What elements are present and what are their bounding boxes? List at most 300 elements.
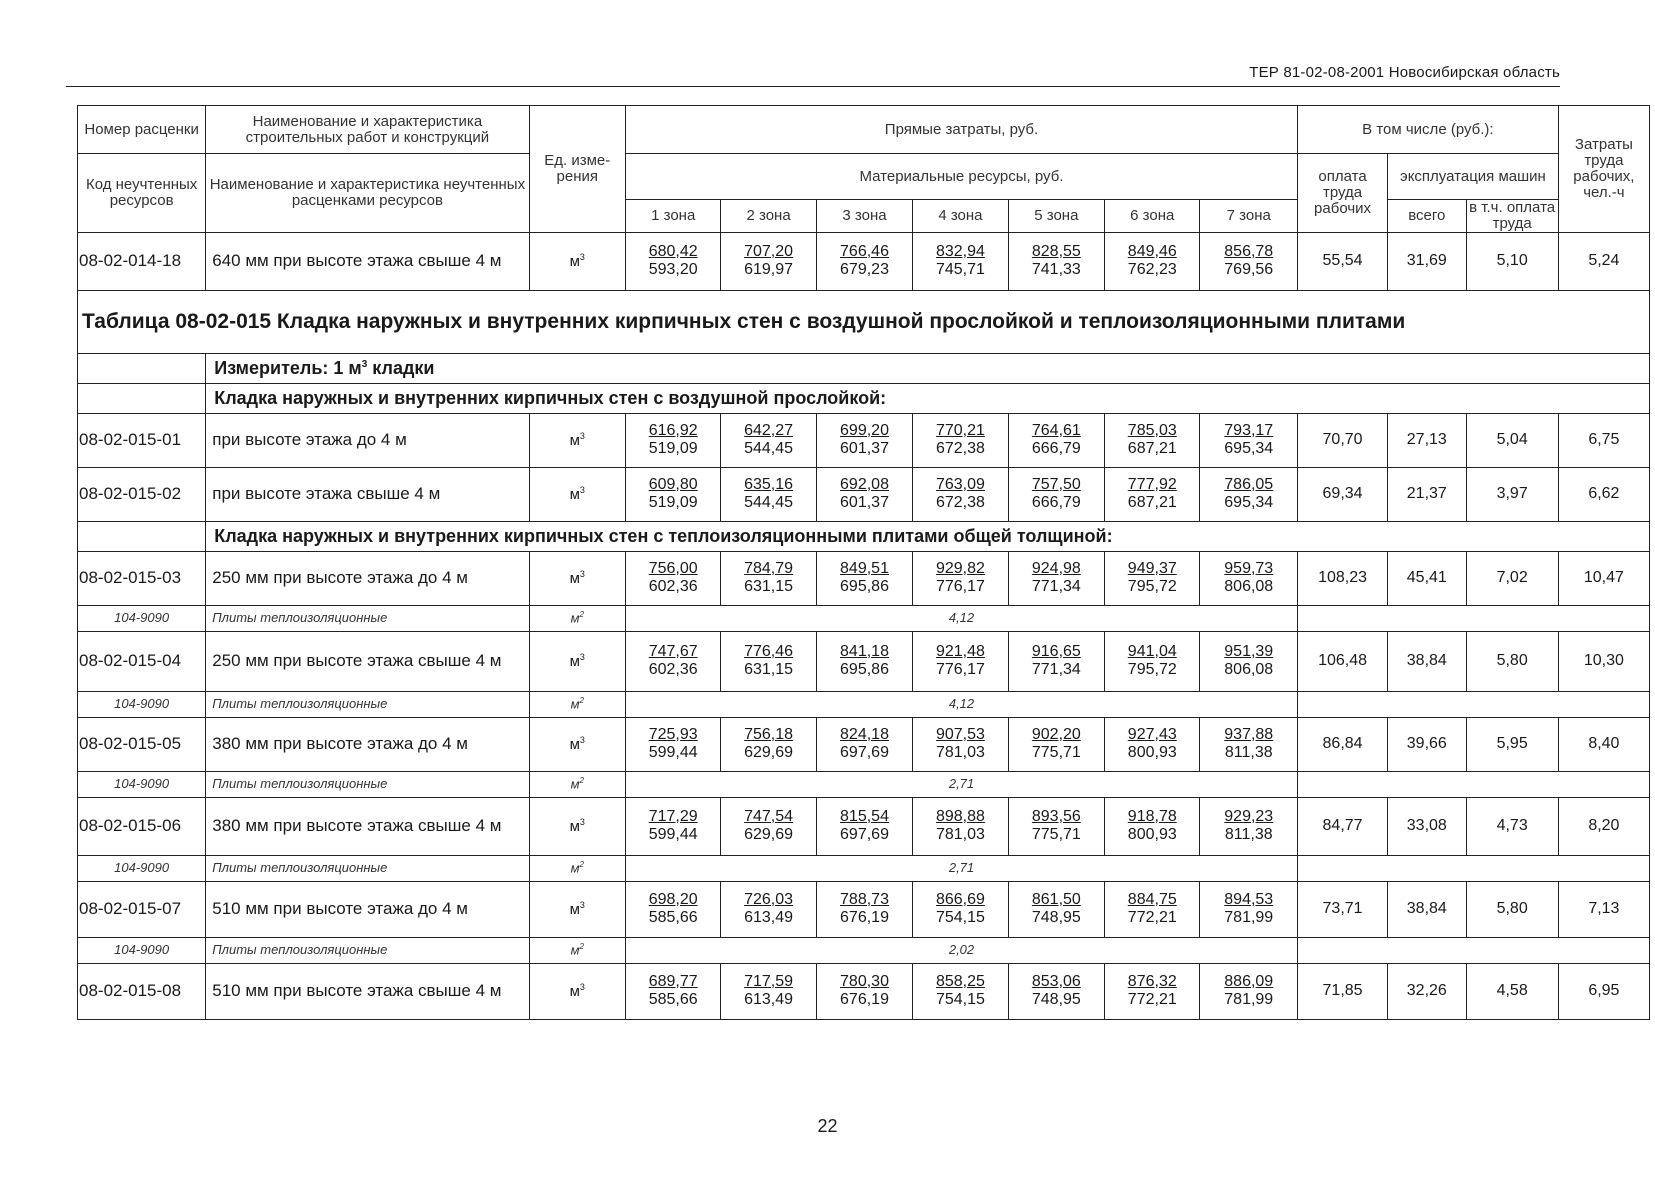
material-cost: 629,69	[744, 826, 794, 843]
col-header-zone: 1 зона	[626, 200, 721, 233]
direct-cost: 777,92	[1127, 475, 1177, 493]
zone-price	[1200, 797, 1298, 855]
resource-quantity: 2,71	[626, 855, 1298, 881]
resource-row	[78, 937, 1650, 963]
direct-cost: 642,27	[744, 421, 794, 439]
resource-row	[78, 605, 1650, 631]
zone-price	[1008, 881, 1104, 937]
direct-cost: 832,94	[935, 242, 985, 260]
direct-cost: 951,39	[1224, 642, 1274, 660]
rate-code: 08-02-014-18	[78, 232, 206, 290]
unit-exponent: 3	[579, 981, 585, 992]
zone-price	[721, 963, 816, 1019]
table-row	[78, 413, 1650, 467]
material-cost: 771,34	[1031, 661, 1081, 678]
zone-price	[721, 413, 816, 467]
resource-name: Плиты теплоизоляционные	[206, 855, 529, 881]
material-cost: 754,15	[935, 909, 985, 926]
zone-price	[913, 963, 1008, 1019]
zone-price	[816, 963, 912, 1019]
unit-exponent: 3	[579, 430, 585, 441]
empty-cell	[1298, 937, 1650, 963]
direct-cost: 726,03	[744, 890, 794, 908]
section-row	[78, 521, 1650, 551]
direct-cost: 941,04	[1127, 642, 1177, 660]
direct-cost: 780,30	[840, 972, 889, 990]
rate-code: 08-02-015-08	[78, 963, 206, 1019]
unit-exponent: 2	[579, 610, 584, 620]
labor-pay: 108,23	[1298, 551, 1388, 605]
material-cost: 585,66	[648, 991, 698, 1008]
unit-label: м	[569, 485, 580, 503]
zone-price	[1200, 551, 1298, 605]
unit-label: м	[569, 900, 580, 918]
empty-cell	[1298, 855, 1650, 881]
direct-cost: 815,54	[840, 807, 889, 825]
empty-cell	[78, 521, 206, 551]
direct-cost: 756,00	[648, 559, 698, 577]
zone-price	[1008, 797, 1104, 855]
unit-cell	[529, 963, 625, 1019]
unit-exponent: 2	[579, 696, 584, 706]
machines-labor: 3,97	[1466, 467, 1558, 521]
resource-row	[78, 855, 1650, 881]
material-cost: 629,69	[744, 744, 794, 761]
unit-exponent: 3	[579, 899, 585, 910]
material-cost: 775,71	[1031, 826, 1081, 843]
labor-hours: 10,30	[1558, 631, 1649, 691]
zone-price	[626, 963, 721, 1019]
zone-price	[626, 631, 721, 691]
direct-cost: 763,09	[935, 475, 985, 493]
labor-pay: 69,34	[1298, 467, 1388, 521]
zone-price	[1105, 467, 1200, 521]
page-number: 22	[817, 1116, 838, 1136]
resource-row	[78, 771, 1650, 797]
zone-price	[1008, 413, 1104, 467]
labor-hours: 6,75	[1558, 413, 1649, 467]
direct-cost: 907,53	[935, 725, 985, 743]
section-row	[78, 383, 1650, 413]
material-cost: 811,38	[1224, 744, 1273, 761]
zone-price	[626, 797, 721, 855]
direct-cost: 698,20	[648, 890, 698, 908]
material-cost: 599,44	[648, 826, 698, 843]
resource-quantity: 4,12	[626, 691, 1298, 717]
unit-label: м	[570, 860, 580, 876]
material-cost: 695,34	[1224, 494, 1274, 511]
zone-price	[1105, 551, 1200, 605]
material-cost: 631,15	[744, 578, 794, 595]
material-cost: 666,79	[1031, 440, 1081, 457]
zone-price	[816, 717, 912, 771]
material-cost: 762,23	[1127, 261, 1177, 278]
direct-cost: 959,73	[1224, 559, 1274, 577]
direct-cost: 692,08	[840, 475, 889, 493]
unit-label: м	[570, 696, 580, 712]
machines-total: 27,13	[1388, 413, 1466, 467]
direct-cost: 766,46	[840, 242, 889, 260]
direct-cost: 876,32	[1127, 972, 1177, 990]
direct-cost: 784,79	[744, 559, 794, 577]
material-cost: 544,45	[744, 494, 794, 511]
direct-cost: 824,18	[840, 725, 889, 743]
col-header-code: Номер расценки	[78, 106, 206, 154]
unit-cell	[529, 467, 625, 521]
material-cost: 772,21	[1127, 909, 1177, 926]
unit-cell	[529, 691, 625, 717]
zone-price	[1200, 717, 1298, 771]
table-row	[78, 631, 1650, 691]
empty-cell	[78, 383, 206, 413]
material-cost: 771,34	[1031, 578, 1081, 595]
material-cost: 679,23	[840, 261, 889, 278]
material-cost: 619,97	[744, 261, 794, 278]
col-header-zone: 2 зона	[721, 200, 816, 233]
table-row	[78, 717, 1650, 771]
material-cost: 781,99	[1224, 909, 1274, 926]
direct-cost: 770,21	[935, 421, 985, 439]
resource-code: 104-9090	[78, 605, 206, 631]
machines-labor: 5,04	[1466, 413, 1558, 467]
unit-cell	[529, 551, 625, 605]
resource-name: Плиты теплоизоляционные	[206, 691, 529, 717]
labor-hours: 10,47	[1558, 551, 1649, 605]
direct-cost: 929,23	[1224, 807, 1274, 825]
zone-price	[1105, 881, 1200, 937]
unit-cell	[529, 881, 625, 937]
unit-exponent: 2	[579, 776, 584, 786]
labor-pay: 70,70	[1298, 413, 1388, 467]
unit-label: м	[569, 817, 580, 835]
material-cost: 806,08	[1224, 661, 1274, 678]
col-header-materials: Материальные ресурсы, руб.	[626, 154, 1298, 200]
zone-price	[913, 232, 1008, 290]
col-header-machines-total: всего	[1388, 200, 1466, 233]
machines-labor: 5,10	[1466, 232, 1558, 290]
unit-cell	[529, 631, 625, 691]
zone-price	[721, 631, 816, 691]
machines-total: 39,66	[1388, 717, 1466, 771]
zone-price	[1200, 413, 1298, 467]
rate-code: 08-02-015-05	[78, 717, 206, 771]
zone-price	[816, 467, 912, 521]
material-cost: 601,37	[840, 440, 889, 457]
material-cost: 775,71	[1031, 744, 1081, 761]
material-cost: 806,08	[1224, 578, 1274, 595]
material-cost: 519,09	[648, 440, 698, 457]
zone-price	[1105, 717, 1200, 771]
work-name: 380 мм при высоте этажа свыше 4 м	[206, 797, 529, 855]
unit-exponent: 3	[579, 816, 585, 827]
col-header-zone: 5 зона	[1008, 200, 1104, 233]
zone-price	[1200, 881, 1298, 937]
labor-hours: 6,95	[1558, 963, 1649, 1019]
zone-price	[1008, 963, 1104, 1019]
col-header-machines: эксплуатация машин	[1388, 154, 1559, 200]
zone-price	[1200, 631, 1298, 691]
col-header-including: В том числе (руб.):	[1298, 106, 1559, 154]
material-cost: 745,71	[935, 261, 985, 278]
direct-cost: 921,48	[935, 642, 985, 660]
resource-code: 104-9090	[78, 771, 206, 797]
direct-cost: 894,53	[1224, 890, 1274, 908]
zone-price	[816, 631, 912, 691]
machines-total: 31,69	[1388, 232, 1466, 290]
material-cost: 695,34	[1224, 440, 1274, 457]
material-cost: 741,33	[1031, 261, 1081, 278]
col-header-labor-pay: оплата труда рабочих	[1298, 154, 1388, 233]
empty-cell	[1298, 605, 1650, 631]
direct-cost: 828,55	[1031, 242, 1081, 260]
direct-cost: 699,20	[840, 421, 889, 439]
zone-price	[626, 551, 721, 605]
direct-cost: 689,77	[648, 972, 698, 990]
work-name: 640 мм при высоте этажа свыше 4 м	[206, 232, 529, 290]
material-cost: 613,49	[744, 909, 794, 926]
direct-cost: 747,54	[744, 807, 794, 825]
material-cost: 672,38	[935, 494, 985, 511]
zone-price	[1105, 963, 1200, 1019]
material-cost: 697,69	[840, 744, 889, 761]
zone-price	[721, 717, 816, 771]
zone-price	[721, 797, 816, 855]
page-header: ТЕР 81-02-08-2001 Новосибирская область	[1249, 64, 1560, 81]
unit-exponent: 3	[579, 251, 585, 262]
zone-price	[816, 232, 912, 290]
direct-cost: 725,93	[648, 725, 698, 743]
col-header-labor-cost: Затраты труда рабочих, чел.-ч	[1558, 106, 1649, 233]
rate-code: 08-02-015-06	[78, 797, 206, 855]
material-cost: 795,72	[1127, 578, 1177, 595]
table-title-row	[78, 290, 1650, 353]
zone-price	[1105, 797, 1200, 855]
labor-pay: 73,71	[1298, 881, 1388, 937]
material-cost: 676,19	[840, 991, 889, 1008]
resource-quantity: 2,02	[626, 937, 1298, 963]
machines-total: 32,26	[1388, 963, 1466, 1019]
direct-cost: 861,50	[1031, 890, 1081, 908]
material-cost: 748,95	[1031, 909, 1081, 926]
direct-cost: 747,67	[648, 642, 698, 660]
machines-total: 38,84	[1388, 881, 1466, 937]
measure-suffix: кладки	[367, 357, 435, 378]
direct-cost: 616,92	[648, 421, 698, 439]
table-title: Таблица 08-02-015 Кладка наружных и внутренних кирпичных стен с воздушной прослойкой и теплоизоляционными плитами	[78, 290, 1650, 353]
material-cost: 769,56	[1224, 261, 1274, 278]
empty-cell	[1298, 691, 1650, 717]
direct-cost: 707,20	[744, 242, 794, 260]
material-cost: 672,38	[935, 440, 985, 457]
machines-total: 21,37	[1388, 467, 1466, 521]
col-header-zone: 3 зона	[816, 200, 912, 233]
material-cost: 754,15	[935, 991, 985, 1008]
direct-cost: 918,78	[1127, 807, 1177, 825]
table-row	[78, 963, 1650, 1019]
direct-cost: 841,18	[840, 642, 889, 660]
zone-price	[1200, 232, 1298, 290]
zone-price	[913, 551, 1008, 605]
zone-price	[626, 881, 721, 937]
unit-label: м	[569, 982, 580, 1000]
zone-price	[1105, 631, 1200, 691]
col-header-zone: 6 зона	[1105, 200, 1200, 233]
table-row	[78, 551, 1650, 605]
zone-price	[721, 551, 816, 605]
labor-hours: 6,62	[1558, 467, 1649, 521]
zone-price	[816, 881, 912, 937]
unit-label: м	[569, 735, 580, 753]
zone-price	[1105, 413, 1200, 467]
machines-labor: 7,02	[1466, 551, 1558, 605]
zone-price	[721, 467, 816, 521]
material-cost: 666,79	[1031, 494, 1081, 511]
direct-cost: 849,46	[1127, 242, 1177, 260]
material-cost: 772,21	[1127, 991, 1177, 1008]
unit-label: м	[570, 942, 580, 958]
material-cost: 544,45	[744, 440, 794, 457]
zone-price	[913, 631, 1008, 691]
material-cost: 776,17	[935, 578, 985, 595]
work-name: при высоте этажа свыше 4 м	[206, 467, 529, 521]
direct-cost: 916,65	[1031, 642, 1081, 660]
zone-price	[816, 797, 912, 855]
col-header-zone: 7 зона	[1200, 200, 1298, 233]
direct-cost: 635,16	[744, 475, 794, 493]
material-cost: 695,86	[840, 578, 889, 595]
zone-price	[816, 413, 912, 467]
direct-cost: 929,82	[935, 559, 985, 577]
direct-cost: 717,59	[744, 972, 794, 990]
resource-quantity: 2,71	[626, 771, 1298, 797]
machines-labor: 4,58	[1466, 963, 1558, 1019]
material-cost: 593,20	[648, 261, 698, 278]
direct-cost: 793,17	[1224, 421, 1274, 439]
material-cost: 795,72	[1127, 661, 1177, 678]
work-name: 510 мм при высоте этажа свыше 4 м	[206, 963, 529, 1019]
rate-code: 08-02-015-02	[78, 467, 206, 521]
col-header-name: Наименование и характеристика строительных работ и конструкций	[206, 106, 529, 154]
material-cost: 811,38	[1224, 826, 1273, 843]
machines-labor: 5,95	[1466, 717, 1558, 771]
zone-price	[1200, 963, 1298, 1019]
material-cost: 687,21	[1127, 494, 1177, 511]
unit-exponent: 3	[579, 651, 585, 662]
unit-cell	[529, 797, 625, 855]
unit-cell	[529, 232, 625, 290]
material-cost: 613,49	[744, 991, 794, 1008]
zone-price	[721, 881, 816, 937]
zone-price	[913, 413, 1008, 467]
rate-code: 08-02-015-07	[78, 881, 206, 937]
unit-cell	[529, 855, 625, 881]
table-row	[78, 881, 1650, 937]
section2-label: Кладка наружных и внутренних кирпичных стен с теплоизоляционными плитами общей толщиной:	[214, 525, 1113, 546]
direct-cost: 609,80	[648, 475, 698, 493]
zone-price	[1200, 467, 1298, 521]
unit-exponent: 3	[579, 484, 585, 495]
table-row	[78, 232, 1650, 290]
material-cost: 695,86	[840, 661, 889, 678]
labor-pay: 106,48	[1298, 631, 1388, 691]
machines-total: 45,41	[1388, 551, 1466, 605]
direct-cost: 898,88	[935, 807, 985, 825]
labor-hours: 8,20	[1558, 797, 1649, 855]
direct-cost: 893,56	[1031, 807, 1081, 825]
direct-cost: 788,73	[840, 890, 889, 908]
rate-code: 08-02-015-03	[78, 551, 206, 605]
zone-price	[913, 467, 1008, 521]
section-row	[78, 353, 1650, 383]
unit-label: м	[570, 776, 580, 792]
zone-price	[1008, 467, 1104, 521]
direct-cost: 757,50	[1031, 475, 1081, 493]
work-name: 250 мм при высоте этажа до 4 м	[206, 551, 529, 605]
resource-name: Плиты теплоизоляционные	[206, 937, 529, 963]
direct-cost: 949,37	[1127, 559, 1177, 577]
direct-cost: 786,05	[1224, 475, 1274, 493]
resource-quantity: 4,12	[626, 605, 1298, 631]
unit-cell	[529, 605, 625, 631]
measure-exponent: 3	[361, 358, 368, 370]
resource-code: 104-9090	[78, 855, 206, 881]
zone-price	[1105, 232, 1200, 290]
machines-total: 33,08	[1388, 797, 1466, 855]
direct-cost: 680,42	[648, 242, 698, 260]
direct-cost: 785,03	[1127, 421, 1177, 439]
direct-cost: 858,25	[935, 972, 985, 990]
col-header-machines-labor: в т.ч. оплата труда	[1466, 200, 1558, 233]
zone-price	[1008, 551, 1104, 605]
unit-label: м	[569, 431, 580, 449]
col-header-code-sub: Код неучтенных ресурсов	[78, 154, 206, 233]
labor-hours: 7,13	[1558, 881, 1649, 937]
machines-labor: 4,73	[1466, 797, 1558, 855]
unit-cell	[529, 717, 625, 771]
material-cost: 781,03	[935, 826, 985, 843]
machines-labor: 5,80	[1466, 631, 1558, 691]
direct-cost: 902,20	[1031, 725, 1081, 743]
zone-price	[626, 413, 721, 467]
material-cost: 676,19	[840, 909, 889, 926]
empty-cell	[1298, 771, 1650, 797]
direct-cost: 886,09	[1224, 972, 1274, 990]
unit-cell	[529, 771, 625, 797]
direct-cost: 717,29	[648, 807, 698, 825]
unit-cell	[529, 413, 625, 467]
direct-cost: 756,18	[744, 725, 794, 743]
zone-price	[1008, 631, 1104, 691]
unit-exponent: 3	[579, 734, 585, 745]
resource-name: Плиты теплоизоляционные	[206, 605, 529, 631]
section1-label: Кладка наружных и внутренних кирпичных стен с воздушной прослойкой:	[214, 387, 887, 408]
header-divider	[66, 86, 1560, 87]
rate-code: 08-02-015-01	[78, 413, 206, 467]
zone-price	[913, 797, 1008, 855]
material-cost: 697,69	[840, 826, 889, 843]
material-cost: 519,09	[648, 494, 698, 511]
material-cost: 776,17	[935, 661, 985, 678]
unit-label: м	[569, 569, 580, 587]
zone-price	[626, 467, 721, 521]
work-name: при высоте этажа до 4 м	[206, 413, 529, 467]
table-row	[78, 467, 1650, 521]
machines-total: 38,84	[1388, 631, 1466, 691]
zone-price	[913, 881, 1008, 937]
col-header-zone: 4 зона	[913, 200, 1008, 233]
direct-cost: 924,98	[1031, 559, 1081, 577]
work-name: 250 мм при высоте этажа свыше 4 м	[206, 631, 529, 691]
